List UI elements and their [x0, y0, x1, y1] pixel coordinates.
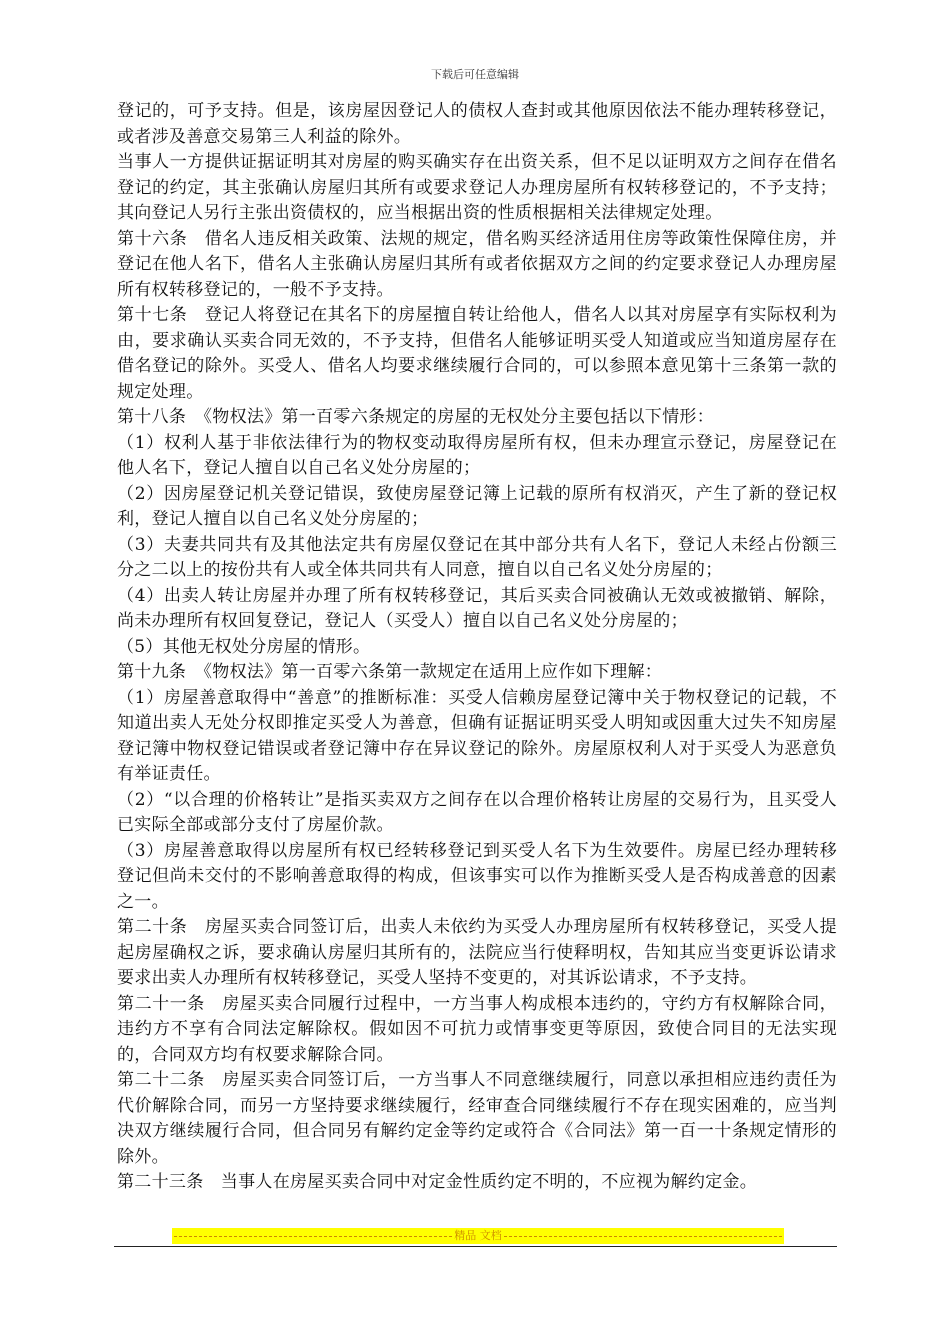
footer-divider	[114, 1246, 837, 1247]
article-19-item-1: （1）房屋善意取得中“善意”的推断标准：买受人信赖房屋登记簿中关于物权登记的记载，不知道出卖人无处分权即推定买受人为善意，但确有证据证明买受人明知或因重大过失不知房屋登记簿中物权登记错误或者登记簿中存在异议登记的除外。房屋原权利人对于买受人为恶意负有举证责任。	[117, 687, 837, 784]
footer-dashes-right	[504, 1236, 782, 1237]
paragraph-contribution-proof: 当事人一方提供证据证明其对房屋的购买确实存在出资关系，但不足以证明双方之间存在借名登记的约定，其主张确认房屋归其所有或要求登记人办理房屋所有权转移登记的，不予支持；其向登记人另行主张出资债权的，应当根据出资的性质根据相关法律规定处理。	[117, 152, 837, 223]
article-23: 第二十三条 当事人在房屋买卖合同中对定金性质约定不明的，不应视为解约定金。	[117, 1172, 758, 1192]
article-19: 第十九条 《物权法》第一百零六条第一款规定在适用上应作如下理解：	[117, 662, 663, 682]
article-16: 第十六条 借名人违反相关政策、法规的规定，借名购买经济适用住房等政策性保障住房，并登记在他人名下，借名人主张确认房屋归其所有或者依据双方之间的约定要求登记人办理房屋所有权转移登记的，一般不予支持。	[117, 228, 837, 300]
article-18-item-2: （2）因房屋登记机关登记错误，致使房屋登记簿上记载的原所有权消灭，产生了新的登记权利，登记人擅自以自己名义处分房屋的；	[117, 483, 837, 529]
paragraph-continuation: 登记的，可予支持。但是，该房屋因登记人的债权人查封或其他原因依法不能办理转移登记，或者涉及善意交易第三人利益的除外。	[117, 101, 837, 147]
footer-label: 精品 文档	[454, 1229, 502, 1242]
article-22: 第二十二条 房屋买卖合同签订后，一方当事人不同意继续履行，同意以承担相应违约责任为代价解除合同，而另一方坚持要求继续履行，经审查合同继续履行不存在现实困难的，应当判决双方继续履行合同，但合同另有解约定金等约定或符合《合同法》第一百一十条规定情形的除外。	[117, 1070, 837, 1167]
page-header-note: 下载后可任意编辑	[431, 68, 519, 81]
article-18-item-1: （1）权利人基于非依法律行为的物权变动取得房屋所有权，但未办理宣示登记，房屋登记在他人名下，登记人擅自以自己名义处分房屋的；	[117, 432, 837, 478]
article-19-item-3: （3）房屋善意取得以房屋所有权已经转移登记到买受人名下为生效要件。房屋已经办理转移登记但尚未交付的不影响善意取得的构成，但该事实可以作为推断买受人是否构成善意的因素之一。	[117, 840, 837, 912]
footer-dashes-left	[174, 1236, 452, 1237]
article-19-item-2: （2）“以合理的价格转让”是指买卖双方之间存在以合理价格转让房屋的交易行为，且买受人已实际全部或部分支付了房屋价款。	[117, 789, 837, 835]
article-20: 第二十条 房屋买卖合同签订后，出卖人未依约为买受人办理房屋所有权转移登记，买受人提起房屋确权之诉，要求确认房屋归其所有的，法院应当行使释明权，告知其应当变更诉讼请求要求出卖人办理所有权转移登记，买受人坚持不变更的，对其诉讼请求，不予支持。	[117, 917, 837, 988]
article-21: 第二十一条 房屋买卖合同履行过程中，一方当事人构成根本违约的，守约方有权解除合同，违约方不享有合同法定解除权。假如因不可抗力或情事变更等原因，致使合同目的无法实现的，合同双方均有权要求解除合同。	[117, 993, 837, 1065]
document-body	[117, 99, 837, 1196]
footer-banner	[172, 1228, 784, 1244]
article-18-item-5: （5）其他无权处分房屋的情形。	[117, 636, 371, 657]
article-17: 第十七条 登记人将登记在其名下的房屋擅自转让给他人，借名人以其对房屋享有实际权利为由，要求确认买卖合同无效的，不予支持，但借名人能够证明买受人知道或应当知道房屋存在借名登记的除外。买受人、借名人均要求继续履行合同的，可以参照本意见第十三条第一款的规定处理。	[117, 305, 837, 402]
article-18: 第十八条 《物权法》第一百零六条规定的房屋的无权处分主要包括以下情形：	[117, 407, 714, 427]
article-18-item-4: （4）出卖人转让房屋并办理了所有权转移登记，其后买卖合同被确认无效或被撤销、解除，尚未办理所有权回复登记，登记人（买受人）擅自以自己名义处分房屋的；	[117, 585, 837, 631]
article-18-item-3: （3）夫妻共同共有及其他法定共有房屋仅登记在其中部分共有人名下，登记人未经占份额三分之二以上的按份共有人或全体共同共有人同意，擅自以自己名义处分房屋的；	[117, 534, 837, 580]
